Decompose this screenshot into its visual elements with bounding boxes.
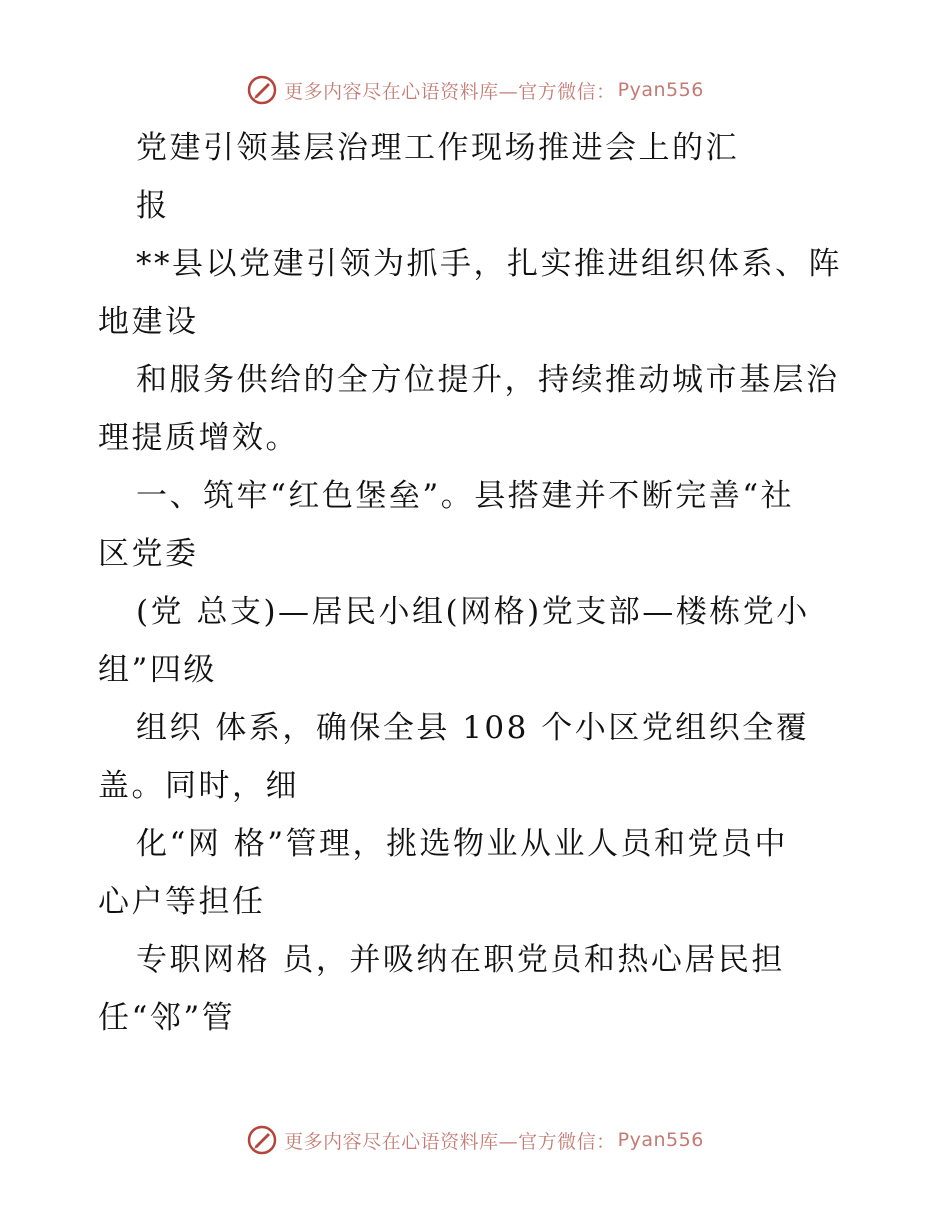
watermark-text: 更多内容尽在心语资料库—官方微信： (284, 1130, 616, 1153)
watermark-contact: Pyan556 (617, 79, 704, 101)
doc-paragraph-line: 区党委 (98, 536, 199, 572)
doc-title-line: 党建引领基层治理工作现场推进会上的汇 (136, 130, 739, 166)
doc-paragraph-line: 专职网格 员，并吸纳在职党员和热心居民担 (136, 942, 785, 978)
doc-paragraph-line: 理提质增效。 (98, 420, 299, 456)
doc-paragraph-line: 组织 体系，确保全县 108 个小区党组织全覆 (136, 710, 810, 746)
doc-paragraph-line: 组”四级 (98, 652, 217, 688)
doc-paragraph-line: 地建设 (98, 304, 199, 340)
doc-paragraph-line: 化“网 格”管理，挑选物业从业人员和党员中 (136, 826, 789, 862)
doc-paragraph-line: 任“邻”管 (98, 1000, 236, 1036)
doc-paragraph-line: 盖。同时，细 (98, 768, 299, 804)
doc-paragraph-line: (党 总支)—居民小组(网格)党支部—楼栋党小 (136, 594, 810, 630)
doc-paragraph-line: 心户等担任 (98, 884, 266, 920)
watermark-contact: Pyan556 (617, 1129, 704, 1151)
quill-seal-icon (246, 1124, 278, 1156)
footer-watermark (0, 1120, 950, 1160)
doc-title-line: 报 (136, 188, 170, 224)
doc-paragraph-line: 一、筑牢“红色堡垒”。县搭建并不断完善“社 (136, 478, 795, 514)
quill-seal-icon (246, 74, 278, 106)
header-watermark (0, 70, 950, 110)
doc-paragraph-line: 和服务供给的全方位提升，持续推动城市基层治 (136, 362, 840, 398)
watermark-text: 更多内容尽在心语资料库—官方微信： (284, 80, 616, 103)
doc-paragraph-line: **县以党建引领为抓手，扎实推进组织体系、阵 (136, 246, 842, 282)
